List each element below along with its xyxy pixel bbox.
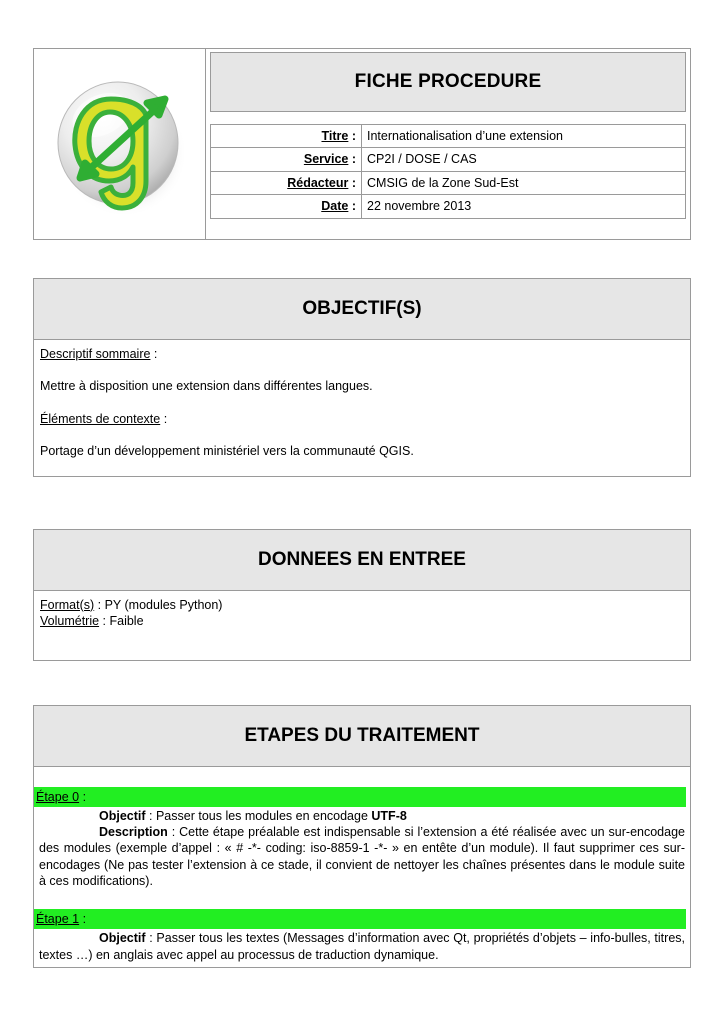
donnees-format-value: : PY (modules Python) [94,597,223,612]
section-donnees-entree [33,529,692,661]
info-label-titre-text: Titre [321,129,349,143]
document-header [33,48,691,240]
info-value-titre: Internationalisation d’une extension [362,125,686,148]
etape-0-objectif-line [39,808,685,824]
donnees-volumetrie-label: Volumétrie [40,614,100,628]
section-etapes [33,705,692,968]
etape-0-objectif-label: Objectif [99,808,146,823]
etape-1-text [34,929,690,967]
info-value-redacteur: CMSIG de la Zone Sud-Est [362,171,686,194]
etape-item-1 [34,909,690,967]
page-title: FICHE PROCEDURE [210,52,686,112]
etape-1-objectif-pre: : Passer tous les textes (Messages d’information avec Qt, propriétés d’objets – info-bulles, titres, textes …) en anglais avec appel au processus de traduction dynamique. [39,931,685,962]
etape-gap-0-1 [34,891,690,909]
info-value-service: CP2I / DOSE / CAS [362,148,686,171]
objectifs-elements-label-line [40,411,684,428]
section-body-etapes [33,767,691,968]
etape-1-objectif-line [39,930,685,963]
info-value-date: 22 novembre 2013 [362,195,686,218]
donnees-format-line [40,597,684,614]
table-row [211,148,686,171]
section-title-etapes: ETAPES DU TRAITEMENT [33,705,691,767]
info-sep-date: : [348,199,356,214]
objectifs-gap-1 [40,362,684,378]
objectifs-descriptif-sep: : [150,346,158,361]
info-label-service [211,148,362,171]
section-gap-2 [33,477,692,529]
objectifs-elements-sep: : [160,411,168,426]
info-sep-titre: : [348,129,356,143]
etape-1-sep: : [79,912,87,926]
etape-0-objectif-pre: : Passer tous les modules en encodage [145,808,372,823]
objectifs-descriptif-label: Descriptif sommaire [40,346,151,361]
header-info-table [210,124,686,219]
info-label-redacteur-text: Rédacteur [287,175,349,190]
etape-0-description-line [39,824,685,889]
table-row [211,171,686,194]
info-label-titre [211,125,362,148]
etape-item-0 [34,787,690,892]
etapes-pre-gap [34,767,690,787]
etape-1-label: Étape 1 [36,912,80,926]
objectifs-elements-text: Portage d’un développement ministériel vers la communauté QGIS. [40,444,414,458]
table-row [211,195,686,218]
etape-0-sep: : [79,789,87,804]
etape-0-objectif-bold: UTF-8 [371,808,407,823]
info-label-service-text: Service [303,152,349,167]
logo-cell [34,49,206,239]
header-right [206,49,690,239]
section-title-objectifs: OBJECTIF(S) [33,278,691,340]
etape-0-description-label: Description [99,825,168,839]
etape-0-label: Étape 0 [36,789,80,804]
info-sep-service: : [348,152,356,167]
info-sep-redacteur: : [348,175,356,190]
objectifs-gap-2 [40,395,684,411]
info-label-redacteur [211,171,362,194]
info-label-date [211,195,362,218]
header-spacer [210,112,686,124]
donnees-volumetrie-line [40,613,684,630]
qgis-logo-icon [49,71,191,217]
section-gap-3 [33,661,692,705]
etape-0-text [34,807,690,891]
donnees-format-label: Format(s) [40,597,95,612]
objectifs-descriptif-label-line [40,346,684,363]
etape-0-description-text: : Cette étape préalable est indispensable si l’extension a été réalisée avec un sur-encodage des modules (exemple d’appel : « # -*- coding: iso-8859-1 -*- » en entête d’un module). Il faut supprimer ces sur-encodages (Ne pas tester l’extension à ce stade, il convient de nettoyer les chaînes présentes dans le module suite à ces modifications). [39,825,685,888]
section-gap-1 [33,240,692,278]
info-label-date-text: Date [321,199,349,214]
objectifs-descriptif-text: Mettre à disposition une extension dans différentes langues. [40,379,373,393]
objectifs-gap-3 [40,427,684,443]
section-objectifs [33,278,692,477]
objectifs-elements-label: Éléments de contexte [40,411,161,426]
etape-0-bar [34,787,686,807]
header-bottom-pad [210,219,686,233]
donnees-volumetrie-value: : Faible [99,614,144,628]
etape-1-bar [34,909,686,929]
section-body-donnees-entree [33,591,691,661]
section-body-objectifs [33,340,691,477]
section-title-donnees-entree: DONNEES EN ENTREE [33,529,691,591]
table-row [211,125,686,148]
etape-1-objectif-label: Objectif [99,931,146,946]
